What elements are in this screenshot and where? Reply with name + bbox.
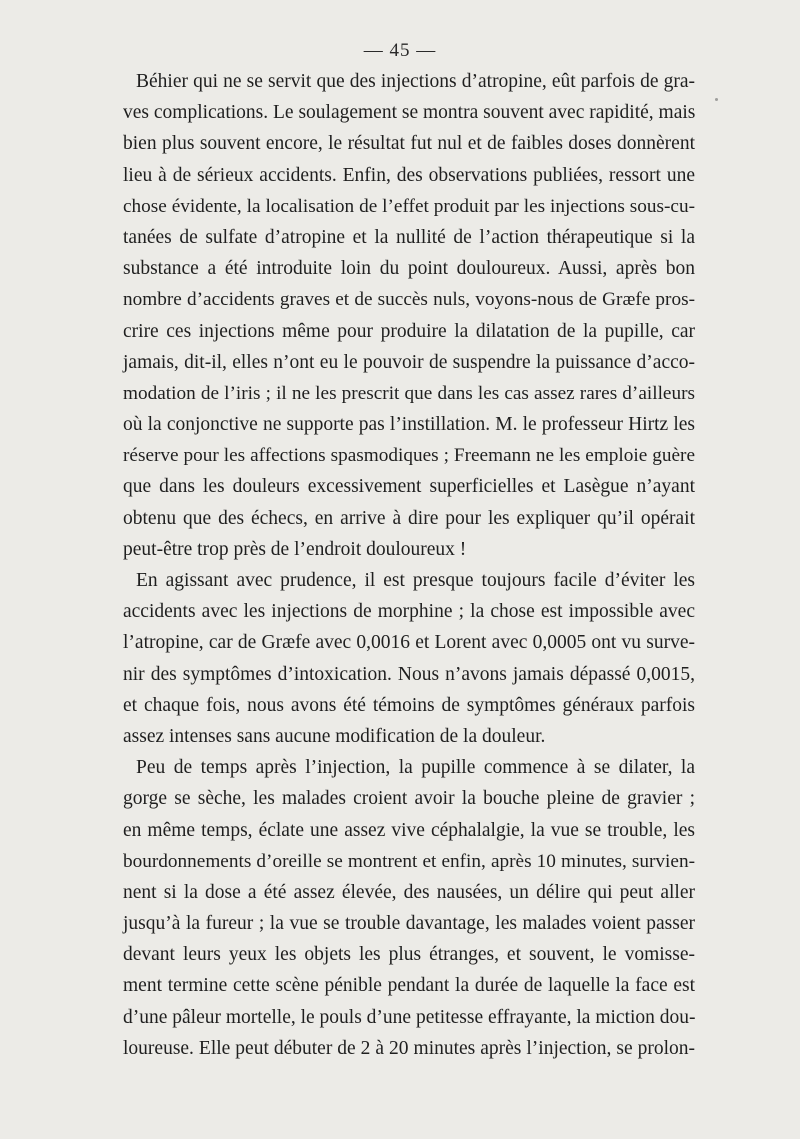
text-line: accidents avec les injections de morphine ; la chose est impossible avec [123,601,695,623]
text-line: nent si la dose a été assez élevée, des nausées, un délire qui peut aller [123,881,695,903]
text-line: gorge se sèche, les malades croient avoir la bouche pleine de gravier ; [123,788,695,810]
text-line: bourdonnements d’oreille se montrent et enfin, après 10 minutes, survien- [123,850,695,872]
text-line: assez intenses sans aucune modification de la douleur. [123,725,546,747]
text-line: nombre d’accidents graves et de succès nuls, voyons-nous de Græfe pros- [123,289,695,311]
text-line: jusqu’à la fureur ; la vue se trouble davantage, les malades voient passer [123,913,695,935]
ink-speck [715,98,718,101]
text-line: que dans les douleurs excessivement superficielles et Lasègue n’ayant [123,476,695,498]
text-line: jamais, dit-il, elles n’ont eu le pouvoir de suspendre la puissance d’acco- [123,351,695,373]
text-line: réserve pour les affections spasmodiques ; Freemann ne les emploie guère [123,445,695,467]
page-number: — 45 — [363,40,437,61]
text-line: où la conjonctive ne supporte pas l’instillation. M. le professeur Hirtz les [123,414,695,436]
text-line: peut-être trop près de l’endroit douloureux ! [123,538,467,560]
text-line: tanées de sulfate d’atropine et la nullité de l’action thérapeutique si la [123,226,695,248]
text-line: modation de l’iris ; il ne les prescrit que dans les cas assez rares d’ailleurs [123,382,695,404]
body-text [123,66,695,1064]
text-line: substance a été introduite loin du point douloureux. Aussi, après bon [123,258,695,280]
text-line: nir des symptômes d’intoxication. Nous n’avons jamais dépassé 0,0015, [123,663,695,685]
text-line: en même temps, éclate une assez vive céphalalgie, la vue se trouble, les [123,819,695,841]
text-line: Peu de temps après l’injection, la pupille commence à se dilater, la [136,757,695,779]
text-line: devant leurs yeux les objets les plus étranges, et souvent, le vomisse- [123,944,695,966]
text-line: bien plus souvent encore, le résultat fut nul et de faibles doses donnèrent [123,133,695,155]
text-line: l’atropine, car de Græfe avec 0,0016 et Lorent avec 0,0005 ont vu surve- [123,632,695,654]
text-line: et chaque fois, nous avons été témoins de symptômes généraux parfois [123,694,695,716]
text-line: crire ces injections même pour produire la dilatation de la pupille, car [123,320,695,342]
text-line: d’une pâleur mortelle, le pouls d’une petitesse effrayante, la miction dou- [123,1006,696,1028]
text-line: ment termine cette scène pénible pendant la durée de laquelle la face est [123,975,695,997]
text-line: Béhier qui ne se servit que des injections d’atropine, eût parfois de gra- [136,71,695,92]
text-line: obtenu que des échecs, en arrive à dire pour les expliquer qu’il opérait [123,507,695,529]
text-line: ves complications. Le soulagement se montra souvent avec rapidité, mais [123,102,696,124]
text-line: En agissant avec prudence, il est presque toujours facile d’éviter les [136,570,695,591]
text-line: chose évidente, la localisation de l’effet produit par les injections sous-cu- [123,195,695,217]
text-line: lieu à de sérieux accidents. Enfin, des observations publiées, ressort une [123,164,695,186]
text-line: loureuse. Elle peut débuter de 2 à 20 minutes après l’injection, se prolon- [123,1037,695,1059]
